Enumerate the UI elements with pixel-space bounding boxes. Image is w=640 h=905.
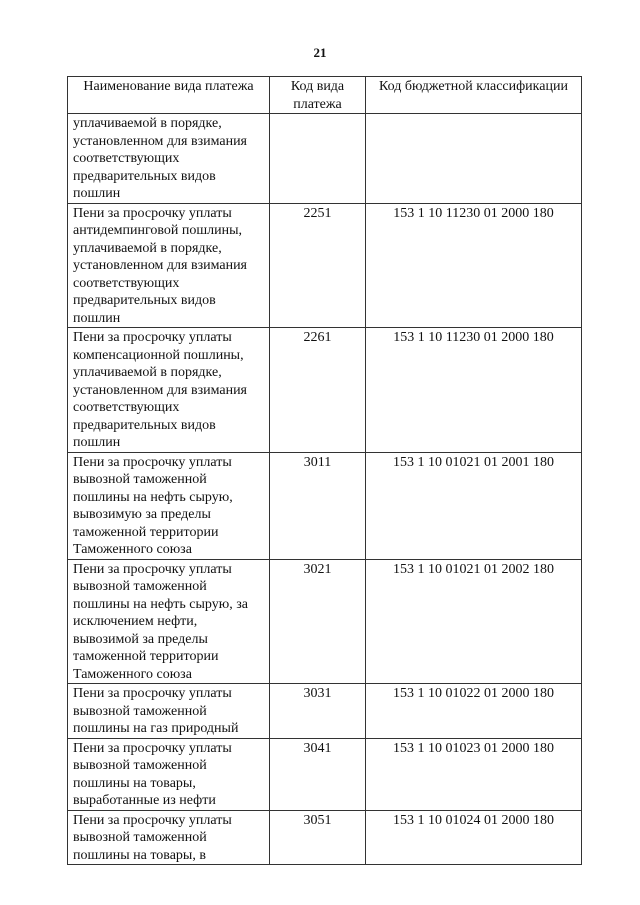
payment-code-cell: 3021 bbox=[270, 559, 366, 684]
payment-name-line: вывозной таможенной bbox=[73, 579, 207, 594]
payment-name-line: Таможенного союза bbox=[73, 666, 192, 682]
payment-name-line: пошлины на нефть сырую, за bbox=[73, 596, 248, 612]
payment-name-line: компенсационной пошлины, bbox=[73, 347, 244, 363]
payment-name-line: исключением нефти, bbox=[73, 614, 198, 629]
payment-name-line: Таможенного союза bbox=[73, 542, 192, 557]
payment-name-line: Пени за просрочку уплаты bbox=[73, 561, 232, 577]
payment-name-line: вывозной таможенной bbox=[73, 830, 207, 845]
payment-codes-table bbox=[67, 76, 582, 865]
payment-name-line: пошлины на товары, в bbox=[73, 847, 206, 863]
table-header-row bbox=[68, 77, 582, 114]
page-number: 21 bbox=[313, 45, 327, 60]
payment-name-line: вывозной таможенной bbox=[73, 758, 207, 773]
kbk-cell bbox=[366, 114, 582, 204]
header-line: платежа bbox=[293, 96, 342, 112]
header-line: Код вида bbox=[290, 79, 345, 94]
header-payment-name: Наименование вида платежа bbox=[68, 77, 270, 114]
payment-name-line: антидемпинговой пошлины, bbox=[73, 223, 243, 238]
table-row bbox=[68, 684, 582, 739]
payment-name-line: вывозимую за пределы bbox=[73, 507, 211, 522]
payment-name-line: таможенной территории bbox=[73, 524, 219, 540]
payment-name-line: соответствующих bbox=[73, 275, 180, 291]
table-row bbox=[68, 559, 582, 684]
payment-name-line: Пени за просрочку уплаты bbox=[73, 812, 232, 828]
table-row bbox=[68, 328, 582, 453]
payment-name-line: Пени за просрочку уплаты bbox=[73, 205, 232, 221]
payment-code-cell: 2261 bbox=[270, 328, 366, 453]
kbk-cell: 153 1 10 01024 01 2000 180 bbox=[366, 810, 582, 865]
payment-code-cell: 3031 bbox=[270, 684, 366, 739]
kbk-cell: 153 1 10 01021 01 2001 180 bbox=[366, 452, 582, 559]
payment-name-line: Пени за просрочку уплаты bbox=[73, 740, 232, 756]
payment-name-cell bbox=[68, 559, 270, 684]
payment-name-line: пошлины на товары, bbox=[73, 775, 196, 791]
payment-code-cell: 3011 bbox=[270, 452, 366, 559]
payment-name-line: предварительных видов bbox=[73, 417, 216, 433]
table-row bbox=[68, 114, 582, 204]
payment-name-line: Пени за просрочку уплаты bbox=[73, 686, 232, 701]
payment-name-line: Пени за просрочку уплаты bbox=[73, 330, 232, 345]
payment-name-line: уплачиваемой в порядке, bbox=[73, 116, 222, 131]
table-row bbox=[68, 810, 582, 865]
payment-name-line: Пени за просрочку уплаты bbox=[73, 454, 232, 470]
payment-name-cell bbox=[68, 114, 270, 204]
payment-name-cell bbox=[68, 684, 270, 739]
payment-name-cell bbox=[68, 452, 270, 559]
payment-name-line: предварительных видов bbox=[73, 168, 216, 184]
kbk-cell: 153 1 10 11230 01 2000 180 bbox=[366, 203, 582, 328]
payment-name-line: вывозной таможенной bbox=[73, 472, 207, 487]
payment-name-line: предварительных видов bbox=[73, 293, 216, 308]
payment-name-line: пошлины на нефть сырую, bbox=[73, 489, 233, 505]
payment-name-cell bbox=[68, 328, 270, 453]
payment-code-cell: 2251 bbox=[270, 203, 366, 328]
payment-name-line: пошлин bbox=[73, 310, 121, 326]
payment-name-line: соответствующих bbox=[73, 151, 180, 166]
kbk-cell: 153 1 10 11230 01 2000 180 bbox=[366, 328, 582, 453]
payment-name-cell bbox=[68, 810, 270, 865]
payment-code-cell bbox=[270, 114, 366, 204]
payment-name-cell bbox=[68, 203, 270, 328]
payment-name-line: уплачиваемой в порядке, bbox=[73, 365, 222, 380]
kbk-cell: 153 1 10 01023 01 2000 180 bbox=[366, 738, 582, 810]
payment-name-cell bbox=[68, 738, 270, 810]
payment-name-line: установленном для взимания bbox=[73, 258, 247, 273]
payment-name-line: вывозимой за пределы bbox=[73, 631, 208, 647]
payment-name-line: таможенной территории bbox=[73, 649, 219, 664]
payment-name-line: соответствующих bbox=[73, 400, 180, 415]
payment-name-line: пошлины на газ природный bbox=[73, 721, 239, 736]
kbk-cell: 153 1 10 01021 01 2002 180 bbox=[366, 559, 582, 684]
table-row bbox=[68, 452, 582, 559]
header-payment-code bbox=[270, 77, 366, 114]
payment-name-line: установленном для взимания bbox=[73, 133, 247, 149]
payment-name-line: пошлин bbox=[73, 435, 121, 450]
payment-name-line: выработанные из нефти bbox=[73, 793, 216, 808]
header-kbk: Код бюджетной классификации bbox=[366, 77, 582, 114]
table-row bbox=[68, 203, 582, 328]
payment-name-line: вывозной таможенной bbox=[73, 703, 207, 719]
payment-name-line: уплачиваемой в порядке, bbox=[73, 240, 222, 256]
payment-name-line: пошлин bbox=[73, 186, 121, 201]
kbk-cell: 153 1 10 01022 01 2000 180 bbox=[366, 684, 582, 739]
payment-name-line: установленном для взимания bbox=[73, 382, 247, 398]
table-row bbox=[68, 738, 582, 810]
payment-code-cell: 3041 bbox=[270, 738, 366, 810]
payment-code-cell: 3051 bbox=[270, 810, 366, 865]
